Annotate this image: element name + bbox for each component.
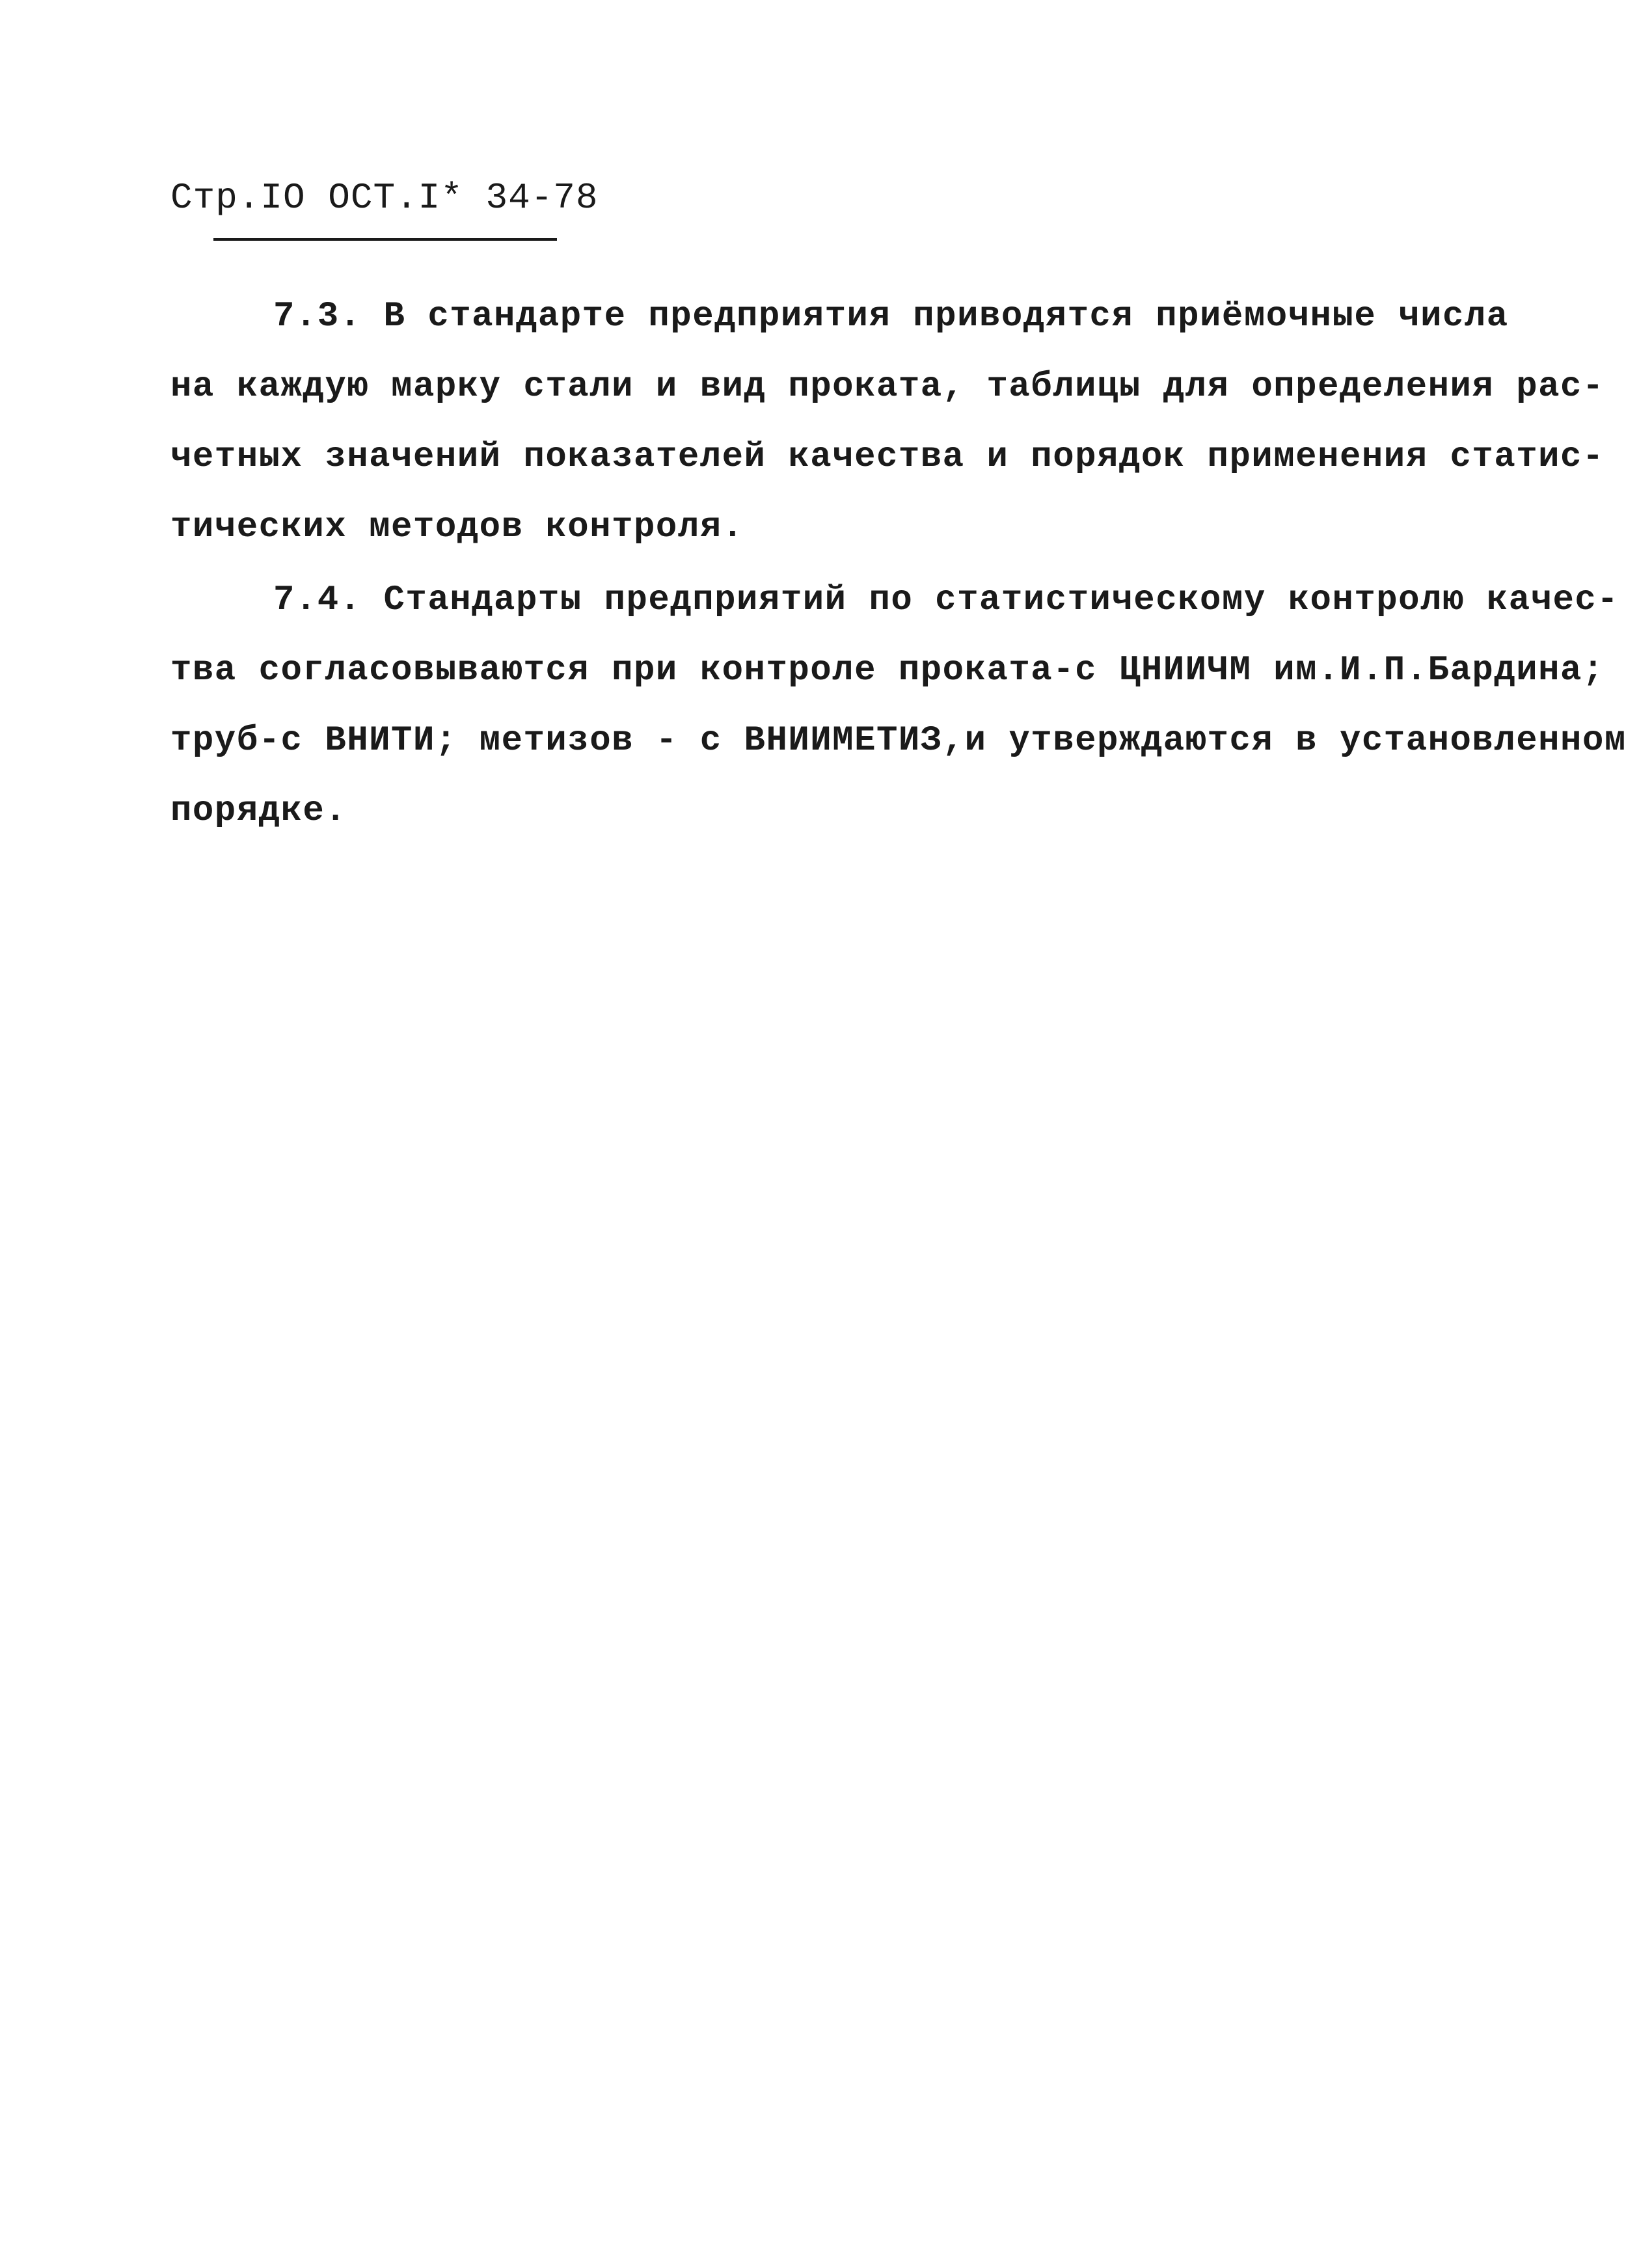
section-7-4-line-4: порядке. bbox=[170, 791, 347, 831]
section-7-3-line-3: четных значений показателей качества и порядок применения статис- bbox=[170, 437, 1605, 477]
section-7-3-line-1: 7.3. В стандарте предприятия приводятся приёмочные числа bbox=[273, 297, 1509, 336]
header-underline bbox=[213, 238, 557, 241]
section-7-3-line-2: на каждую марку стали и вид проката, таблицы для определения рас- bbox=[170, 367, 1605, 407]
section-7-4-line-2: тва согласовываются при контроле проката-с ЦНИИЧМ им.И.П.Бардина; bbox=[170, 651, 1605, 690]
section-7-3-line-4: тических методов контроля. bbox=[170, 508, 744, 547]
section-7-4-line-1: 7.4. Стандарты предприятий по статистическому контролю качес- bbox=[273, 580, 1619, 620]
section-7-4-line-3: труб-с ВНИТИ; метизов - с ВНИИМЕТИЗ,и утверждаются в установленном bbox=[170, 721, 1627, 761]
page-header: Стр.IO ОСТ.I* 34-78 bbox=[170, 177, 599, 219]
